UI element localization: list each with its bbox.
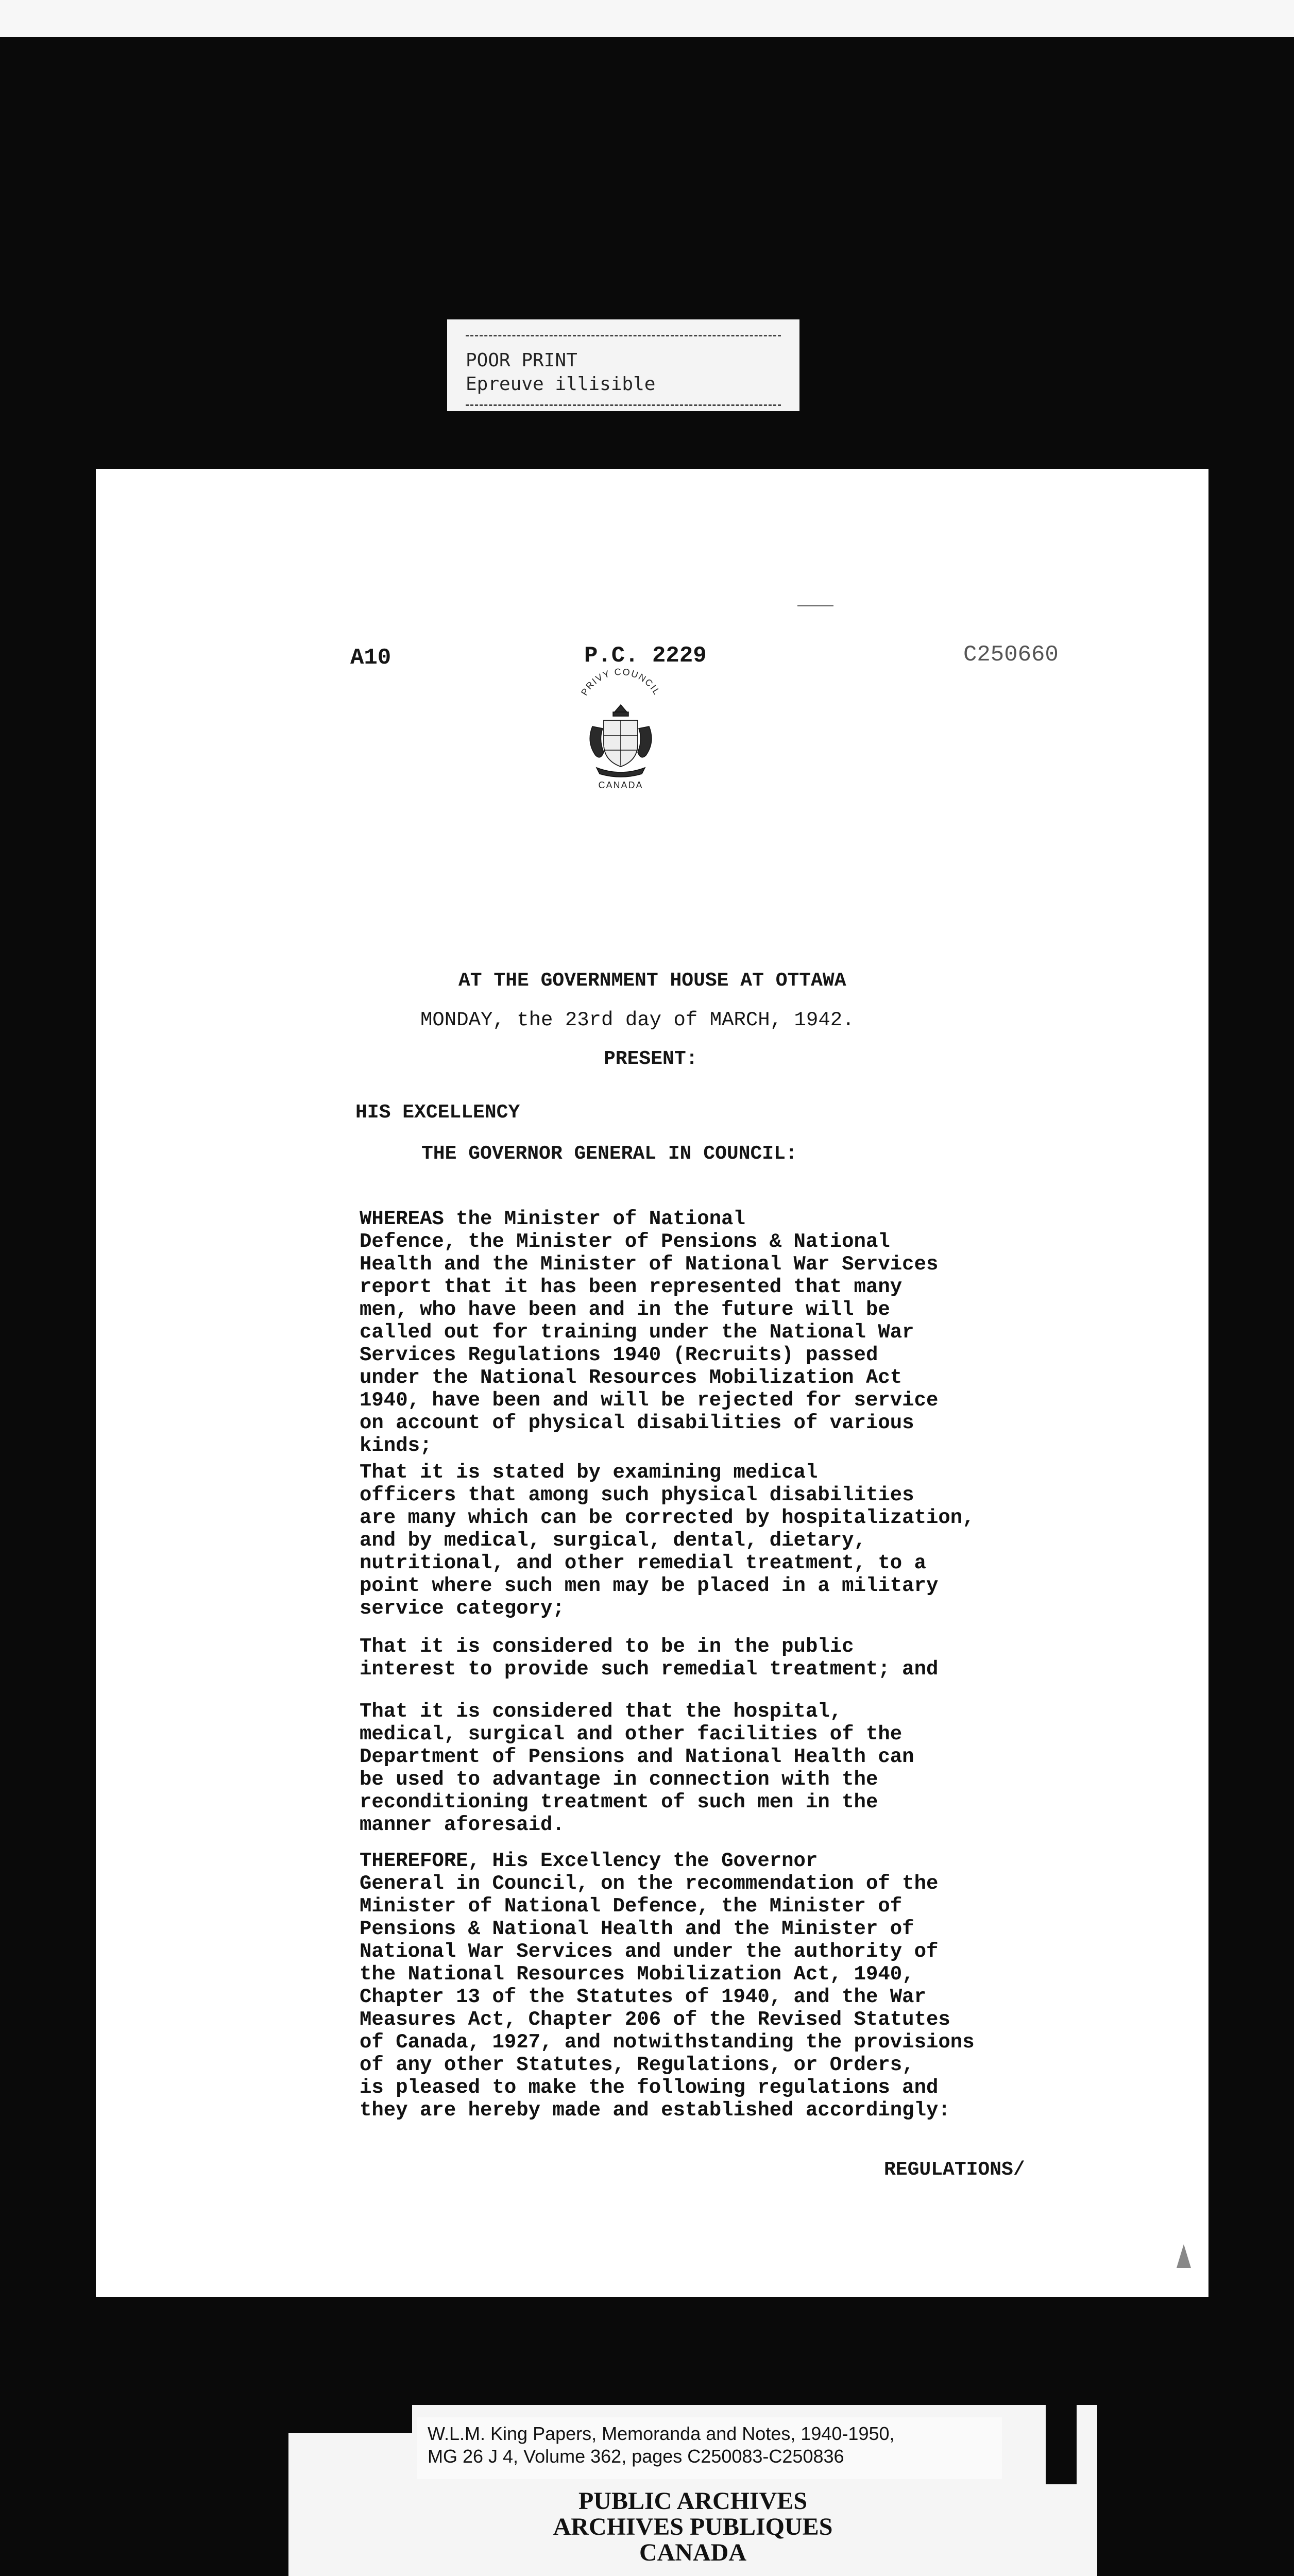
paragraph-public-interest-text: That it is considered to be in the public interest to provide such remedial treatment; and <box>360 1635 939 1681</box>
paragraph-whereas <box>360 1208 938 1457</box>
paragraph-public-interest <box>360 1635 938 1681</box>
page-corner-mark <box>1177 2244 1191 2268</box>
archive-name-en: PUBLIC ARCHIVES <box>578 2487 808 2515</box>
document-ref-left: A10 <box>350 645 391 671</box>
header-mark <box>797 605 833 606</box>
paragraph-facilities-text: That it is considered that the hospital, medical, surgical and other facilities of the Department of Pensions and National Health can be used to advantage in connection with the reconditioning treatment of such men in the manner aforesaid. <box>360 1700 914 1836</box>
label-notch-right <box>1046 2405 1077 2484</box>
paragraph-therefore-text: THEREFORE, His Excellency the Governor General in Council, on the recommendation of the Minister of National Defence, the Minister of Pensions & National Health and the Minister of National War Services and under the authority of the National Resources Mobilization Act, 1940, Chapter 13 of the Statutes of 1940, and the War Measures Act, Chapter 206 of the Revised Statutes of Canada, 1927, and notwithstanding the provisions of any other Statutes, Regulations, or Orders, is pleased to make the following regulations and they are hereby made and established accordingly: <box>360 1850 975 2122</box>
label-notch-left <box>288 2405 412 2433</box>
governor-general-line: THE GOVERNOR GENERAL IN COUNCIL: <box>421 1143 797 1165</box>
catchword: REGULATIONS/ <box>884 2159 1025 2181</box>
archive-institution <box>288 2488 1097 2566</box>
svg-text:PRIVY COUNCIL <box>579 667 662 698</box>
archive-stamp-number: C250660 <box>963 642 1059 668</box>
paragraph-whereas-text: WHEREAS the Minister of National Defence, the Minister of Pensions & National Health and the Minister of National War Services report that it has been represented that many men, who have been and in the future will be called out for training under the National War Services Regulations 1940 (Recruits) passed under the National Resources Mobilization Act 1940, have been and will be rejected for service on account of physical disabilities of various kinds; <box>360 1208 939 1457</box>
paragraph-medical <box>360 1461 975 1620</box>
archive-country: CANADA <box>639 2539 746 2566</box>
order-number: P.C. 2229 <box>584 643 707 669</box>
his-excellency: HIS EXCELLENCY <box>355 1101 520 1124</box>
document-page <box>96 469 1208 2297</box>
notice-line-en: POOR PRINT <box>466 350 577 371</box>
present-label: PRESENT: <box>604 1048 698 1070</box>
archive-reference-line2: MG 26 J 4, Volume 362, pages C250083-C250836 <box>428 2446 844 2467</box>
archive-reference-line1: W.L.M. King Papers, Memoranda and Notes, 1940-1950, <box>428 2423 895 2444</box>
date-line: MONDAY, the 23rd day of MARCH, 1942. <box>420 1009 855 1031</box>
paragraph-therefore <box>360 1850 975 2122</box>
notice-dashed-rule <box>466 335 781 336</box>
archive-reference <box>417 2417 1002 2479</box>
notice-dashed-rule-bottom <box>466 404 781 406</box>
notice-line-fr: Epreuve illisible <box>466 374 656 395</box>
heading: AT THE GOVERNMENT HOUSE AT OTTAWA <box>458 970 846 992</box>
poor-print-notice <box>447 319 799 411</box>
paragraph-facilities <box>360 1700 914 1836</box>
seal-bottom-text: CANADA <box>598 780 643 790</box>
archive-name-fr: ARCHIVES PUBLIQUES <box>553 2513 833 2540</box>
privy-council-seal-icon <box>572 665 670 793</box>
paragraph-medical-text: That it is stated by examining medical officers that among such physical disabilities are many which can be corrected by hospitalization, and by medical, surgical, dental, dietary, nutritional, and other remedial treatment, to a point where such men may be placed in a military service category; <box>360 1461 975 1620</box>
top-white-strip <box>0 0 1294 37</box>
seal-top-text: PRIVY COUNCIL <box>579 666 662 698</box>
